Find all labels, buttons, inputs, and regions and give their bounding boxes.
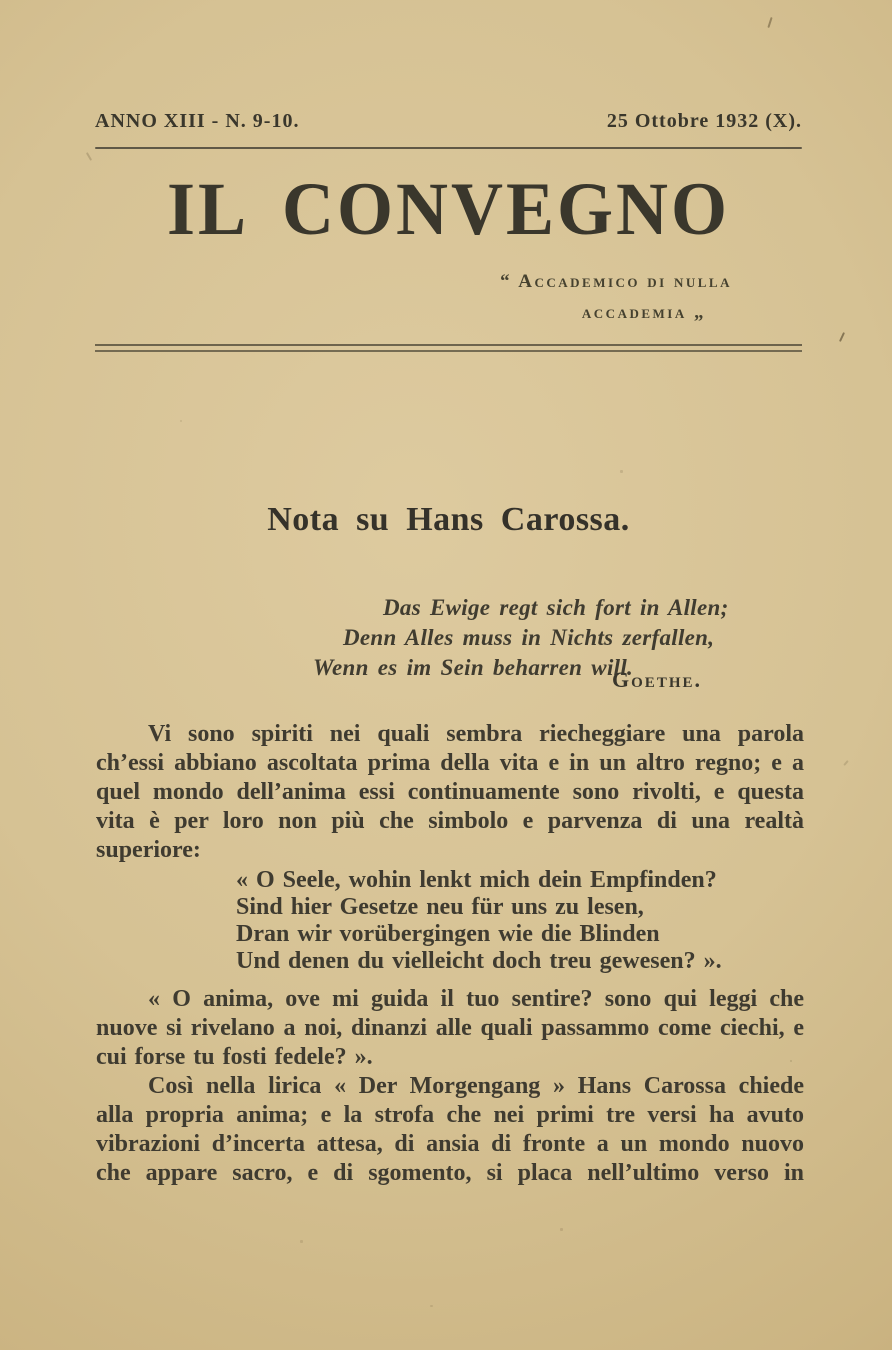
journal-title: IL CONVEGNO [166, 167, 731, 251]
epigraph-line: Das Ewige regt sich fort in Allen; [383, 595, 729, 620]
epigraph-attribution: Goethe. [612, 667, 702, 692]
motto-line-1: “ Accademico di nulla [500, 271, 732, 292]
verse-quote [236, 867, 804, 975]
paragraph-1: Vi sono spiriti nei quali sembra riecheggiare una parola ch’essi abbiano ascoltata prima della vita e in un altro regno; e a quel mondo dell’anima essi continuamente sono rivolti, e questa vita è per loro non più che simbolo e parvenza di una realtà superiore: [96, 721, 804, 863]
paper-speck [86, 152, 92, 161]
paper-speck [560, 1228, 563, 1231]
issue-label: ANNO XIII - N. 9-10. [95, 110, 300, 132]
article-body [96, 720, 804, 1188]
paper-speck [843, 760, 848, 766]
paper-speck [180, 420, 182, 422]
masthead-rule [95, 147, 802, 149]
verse-line: Und denen du vielleicht doch treu gewesen? ». [236, 948, 722, 974]
paper-speck [790, 1060, 792, 1062]
article-title: Nota su Hans Carossa. [267, 501, 630, 538]
date-label: 25 Ottobre 1932 (X). [606, 110, 802, 132]
paragraph-2: « O anima, ove mi guida il tuo sentire? sono qui leggi che nuove si rivelano a noi, dinanzi alle quali passammo come ciechi, e cui forse tu fosti fedele? ». [96, 986, 804, 1070]
masthead [95, 110, 802, 133]
double-rule-divider [95, 344, 802, 352]
motto-line-2: accademia „ [581, 302, 706, 323]
paper-speck [300, 1240, 303, 1243]
paper-speck [839, 332, 845, 342]
verse-line: « O Seele, wohin lenkt mich dein Empfinden? [236, 867, 717, 893]
paragraph-3: Così nella lirica « Der Morgengang » Hans Carossa chiede alla propria anima; e la strofa che nei primi tre versi ha avuto vibrazioni d’incerta attesa, di ansia di fronte a un mondo nuovo che appare sacro, e di sgomento, si placa nell’ultimo verso in [96, 1073, 804, 1186]
epigraph-line: Denn Alles muss in Nichts zerfallen, [343, 625, 715, 650]
verse-line: Sind hier Gesetze neu für uns zu lesen, [236, 894, 644, 920]
journal-motto [500, 266, 732, 328]
paper-speck [430, 1305, 433, 1307]
epigraph-line: Wenn es im Sein beharren will. [313, 655, 634, 680]
paper-speck [767, 17, 772, 28]
verse-line: Dran wir vorübergingen wie die Blinden [236, 921, 660, 947]
paper-speck [620, 470, 623, 473]
